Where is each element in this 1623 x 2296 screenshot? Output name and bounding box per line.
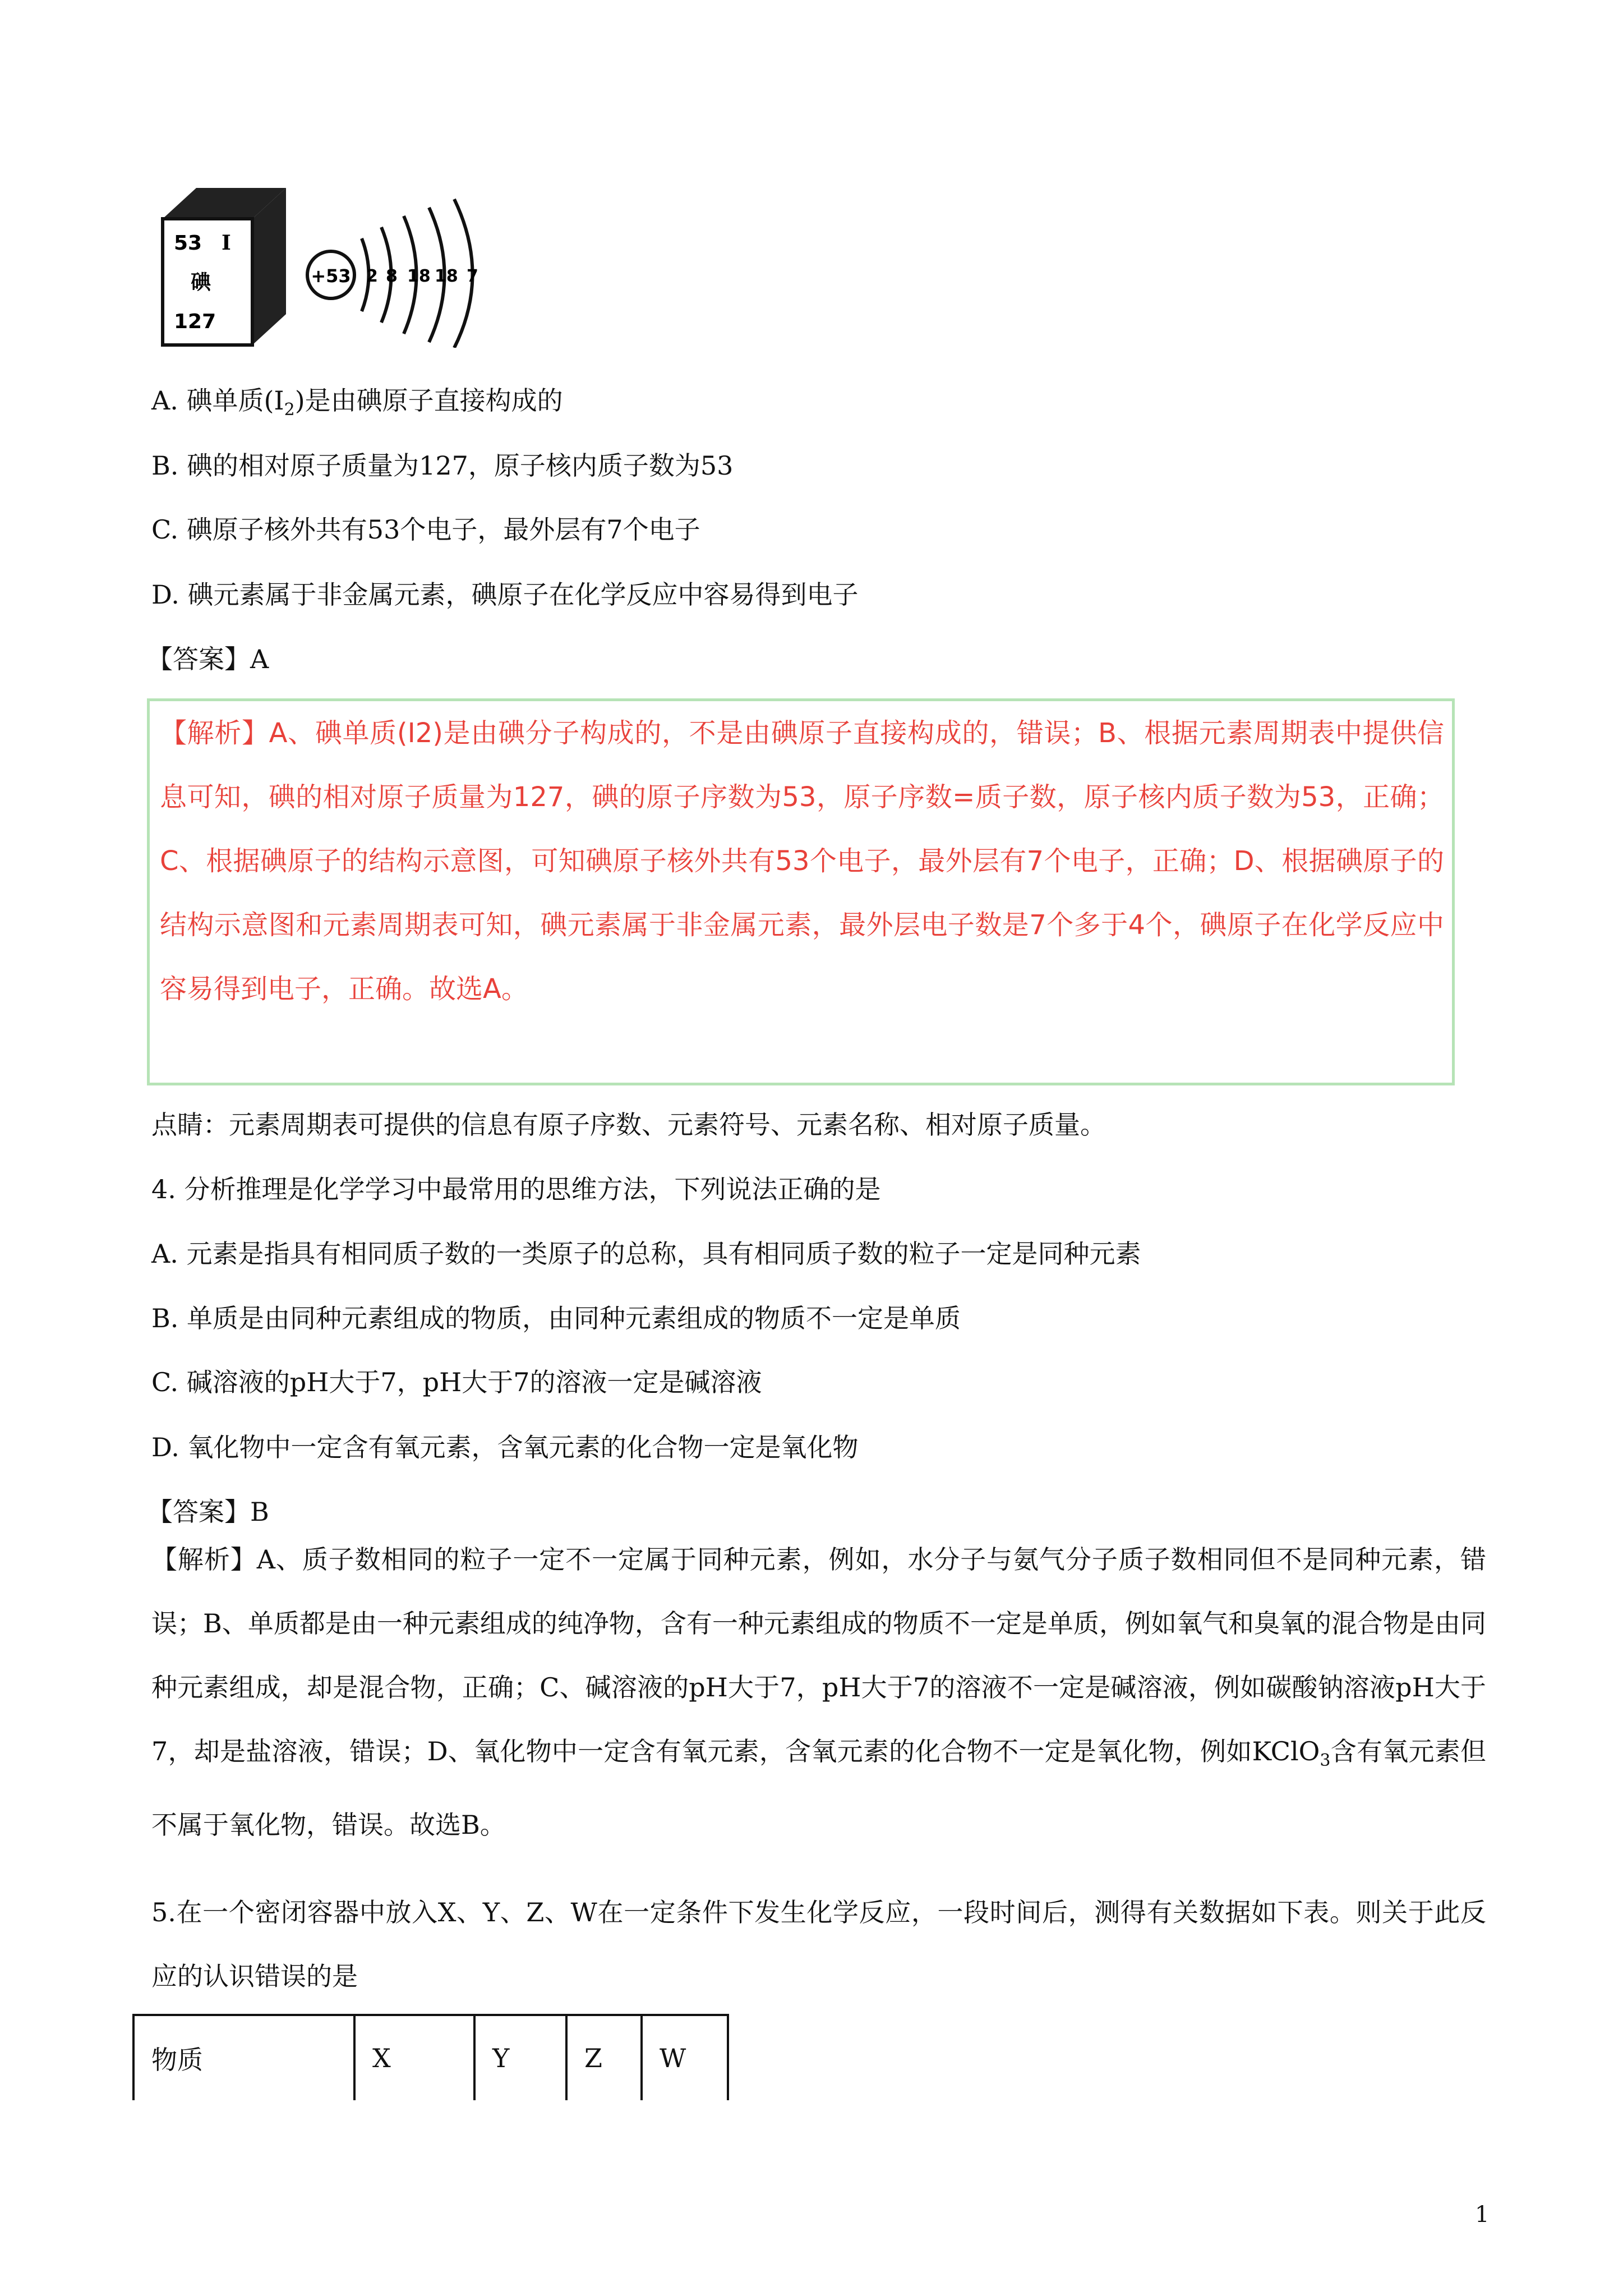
q3-analysis-box xyxy=(147,698,1455,1085)
q3-option-c: C. 碘原子核外共有53个电子，最外层有7个电子 xyxy=(151,514,700,545)
q4-answer: 【答案】B xyxy=(147,1497,269,1527)
atomic-number: 53 xyxy=(174,232,202,255)
q3-note: 点睛：元素周期表可提供的信息有原子序数、元素符号、元素名称、相对原子质量。 xyxy=(151,1110,1106,1140)
q3-option-a-text-end: )是由碘原子直接构成的 xyxy=(294,385,563,416)
table-row xyxy=(133,2015,728,2100)
q5-data-table xyxy=(132,2014,729,2100)
q4-option-c: C. 碱溶液的pH大于7，pH大于7的溶液一定是碱溶液 xyxy=(151,1367,762,1397)
q4-analysis xyxy=(151,1527,1486,1857)
shell-count-5: 7 xyxy=(467,266,478,286)
q3-option-b: B. 碘的相对原子质量为127，原子核内质子数为53 xyxy=(151,450,734,481)
q3-option-d: D. 碘元素属于非金属元素，碘原子在化学反应中容易得到电子 xyxy=(151,579,859,610)
element-symbol: I xyxy=(222,231,231,255)
table-cell: W xyxy=(642,2015,728,2100)
shell-count-2: 8 xyxy=(386,266,398,286)
table-cell: X xyxy=(354,2015,474,2100)
nucleus-charge: +53 xyxy=(311,265,351,287)
shell-count-4: 18 xyxy=(435,266,458,286)
q4-option-d: D. 氧化物中一定含有氧元素，含氧元素的化合物一定是氧化物 xyxy=(151,1432,859,1462)
q4-stem: 4. 分析推理是化学学习中最常用的思维方法，下列说法正确的是 xyxy=(151,1174,881,1204)
q4-option-a: A. 元素是指具有相同质子数的一类原子的总称，具有相同质子数的粒子一定是同种元素 xyxy=(151,1239,1141,1269)
iodine-figure xyxy=(151,185,499,348)
element-name: 碘 xyxy=(191,271,211,294)
q4-analysis-text-end: 含有氧元素但不属于氧化物，错误。故选B。 xyxy=(151,1736,1486,1841)
page-number: 1 xyxy=(1475,2202,1490,2228)
q3-analysis-text: 【解析】A、碘单质(I2)是由碘分子构成的，不是由碘原子直接构成的，错误；B、根据元素周期表中提供信息可知，碘的相对原子质量为127，碘的原子序数为53，原子序数=质子数，原子核内质子数为53，正确；C、根据碘原子的结构示意图，可知碘原子核外共有53个电子，最外层有7个电子，正确；D、根据碘原子的结构示意图和元素周期表可知，碘元素属于非金属元素，最外层电子数是7个多于4个，碘原子在化学反应中容易得到电子，正确。故选A。 xyxy=(160,717,1444,1005)
q3-option-a-text: A. 碘单质(I xyxy=(151,385,284,416)
q3-answer: 【答案】A xyxy=(147,644,269,674)
shell-count-1: 2 xyxy=(366,266,378,286)
q3-option-a-subscript: 2 xyxy=(284,400,295,420)
atomic-mass: 127 xyxy=(174,310,216,333)
q4-analysis-subscript: 3 xyxy=(1320,1751,1331,1771)
q3-option-a xyxy=(151,384,563,427)
table-cell: 物质 xyxy=(133,2015,354,2100)
q4-analysis-text: 【解析】A、质子数相同的粒子一定不一定属于同种元素，例如，水分子与氨气分子质子数相同但不是同种元素，错误；B、单质都是由一种元素组成的纯净物，含有一种元素组成的物质不一定是单质，例如氧气和臭氧的混合物是由同种元素组成，却是混合物，正确；C、碱溶液的pH大于7，pH大于7的溶液不一定是碱溶液，例如碳酸钠溶液pH大于7，却是盐溶液，错误；D、氧化物中一定含有氧元素，含氧元素的化合物不一定是氧化物，例如KClO xyxy=(151,1544,1486,1766)
table-cell: Z xyxy=(566,2015,642,2100)
shell-count-3: 18 xyxy=(407,266,431,286)
q4-option-b: B. 单质是由同种元素组成的物质，由同种元素组成的物质不一定是单质 xyxy=(151,1303,961,1333)
table-cell: Y xyxy=(474,2015,566,2100)
q5-stem: 5.在一个密闭容器中放入X、Y、Z、W在一定条件下发生化学反应，一段时间后，测得有关数据如下表。则关于此反应的认识错误的是 xyxy=(151,1897,1486,1991)
